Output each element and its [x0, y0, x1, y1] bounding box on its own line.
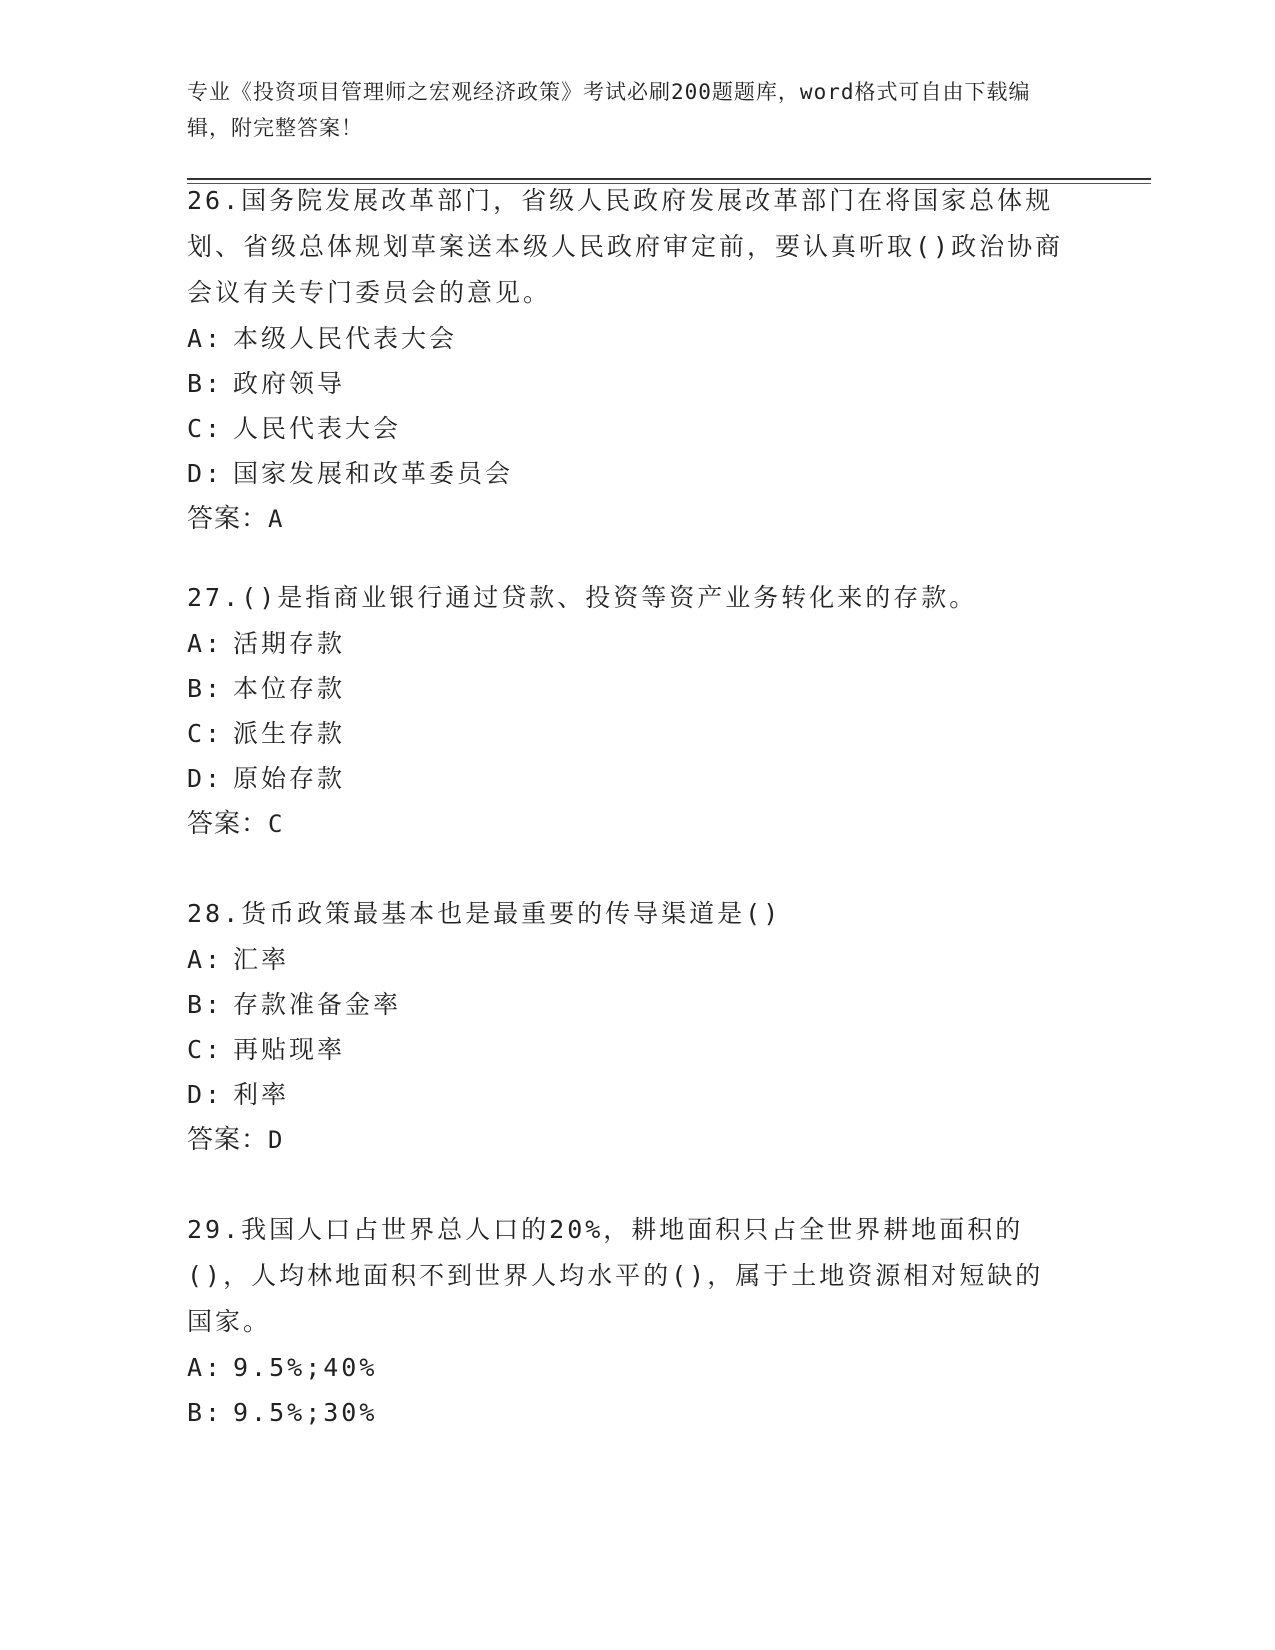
- question-29: [187, 1207, 1067, 1435]
- option-key: D:: [187, 764, 224, 793]
- question-26: [187, 178, 1067, 542]
- option-key: A:: [187, 629, 224, 658]
- option-text: 9.5%;40%: [233, 1353, 378, 1382]
- option-text: 活期存款: [233, 629, 346, 658]
- question-27: [187, 575, 1067, 847]
- option-key: B:: [187, 369, 224, 398]
- question-stem: 27.()是指商业银行通过贷款、投资等资产业务转化来的存款。: [187, 583, 978, 612]
- option-key: B:: [187, 990, 224, 1019]
- answer-label: 答案：: [187, 504, 269, 534]
- option-text: 国家发展和改革委员会: [233, 459, 514, 488]
- option-c: [187, 1027, 1067, 1072]
- answer-line: [187, 496, 1067, 542]
- option-a: [187, 621, 1067, 666]
- option-key: C:: [187, 1035, 224, 1064]
- option-b: [187, 361, 1067, 406]
- option-text: 汇率: [233, 945, 290, 974]
- option-key: D:: [187, 1080, 224, 1109]
- option-key: B:: [187, 1398, 224, 1427]
- question-stem: 29.我国人口占世界总人口的20%，耕地面积只占全世界耕地面积的()，人均林地面积不到世界人均水平的()，属于土地资源相对短缺的国家。: [187, 1215, 1044, 1336]
- answer-value: C: [268, 810, 284, 838]
- option-b: [187, 1390, 1067, 1435]
- option-d: [187, 1072, 1067, 1117]
- option-text: 人民代表大会: [233, 414, 402, 443]
- option-text: 存款准备金率: [233, 990, 402, 1019]
- option-text: 原始存款: [233, 764, 346, 793]
- option-key: C:: [187, 414, 224, 443]
- option-key: A:: [187, 1353, 224, 1382]
- option-key: A:: [187, 945, 224, 974]
- option-text: 政府领导: [233, 369, 346, 398]
- question-28: [187, 891, 1067, 1163]
- option-a: [187, 1345, 1067, 1390]
- option-a: [187, 937, 1067, 982]
- document-header: 专业《投资项目管理师之宏观经济政策》考试必刷200题题库，word格式可自由下载编辑，附完整答案！: [187, 80, 1031, 140]
- option-b: [187, 666, 1067, 711]
- option-key: C:: [187, 719, 224, 748]
- option-d: [187, 451, 1067, 496]
- option-text: 派生存款: [233, 719, 346, 748]
- answer-value: A: [268, 505, 284, 533]
- option-key: D:: [187, 459, 224, 488]
- option-text: 本级人民代表大会: [233, 324, 458, 353]
- answer-value: D: [268, 1126, 284, 1154]
- question-stem: 26.国务院发展改革部门，省级人民政府发展改革部门在将国家总体规划、省级总体规划草案送本级人民政府审定前，要认真听取()政治协商会议有关专门委员会的意见。: [187, 186, 1064, 307]
- option-d: [187, 756, 1067, 801]
- option-text: 再贴现率: [233, 1035, 346, 1064]
- option-c: [187, 406, 1067, 451]
- answer-label: 答案：: [187, 1125, 269, 1155]
- answer-line: [187, 801, 1067, 847]
- option-text: 利率: [233, 1080, 290, 1109]
- answer-line: [187, 1117, 1067, 1163]
- option-key: A:: [187, 324, 224, 353]
- question-stem: 28.货币政策最基本也是最重要的传导渠道是(): [187, 899, 782, 928]
- option-text: 本位存款: [233, 674, 346, 703]
- option-text: 9.5%;30%: [233, 1398, 378, 1427]
- option-b: [187, 982, 1067, 1027]
- option-key: B:: [187, 674, 224, 703]
- answer-label: 答案：: [187, 809, 269, 839]
- option-a: [187, 316, 1067, 361]
- option-c: [187, 711, 1067, 756]
